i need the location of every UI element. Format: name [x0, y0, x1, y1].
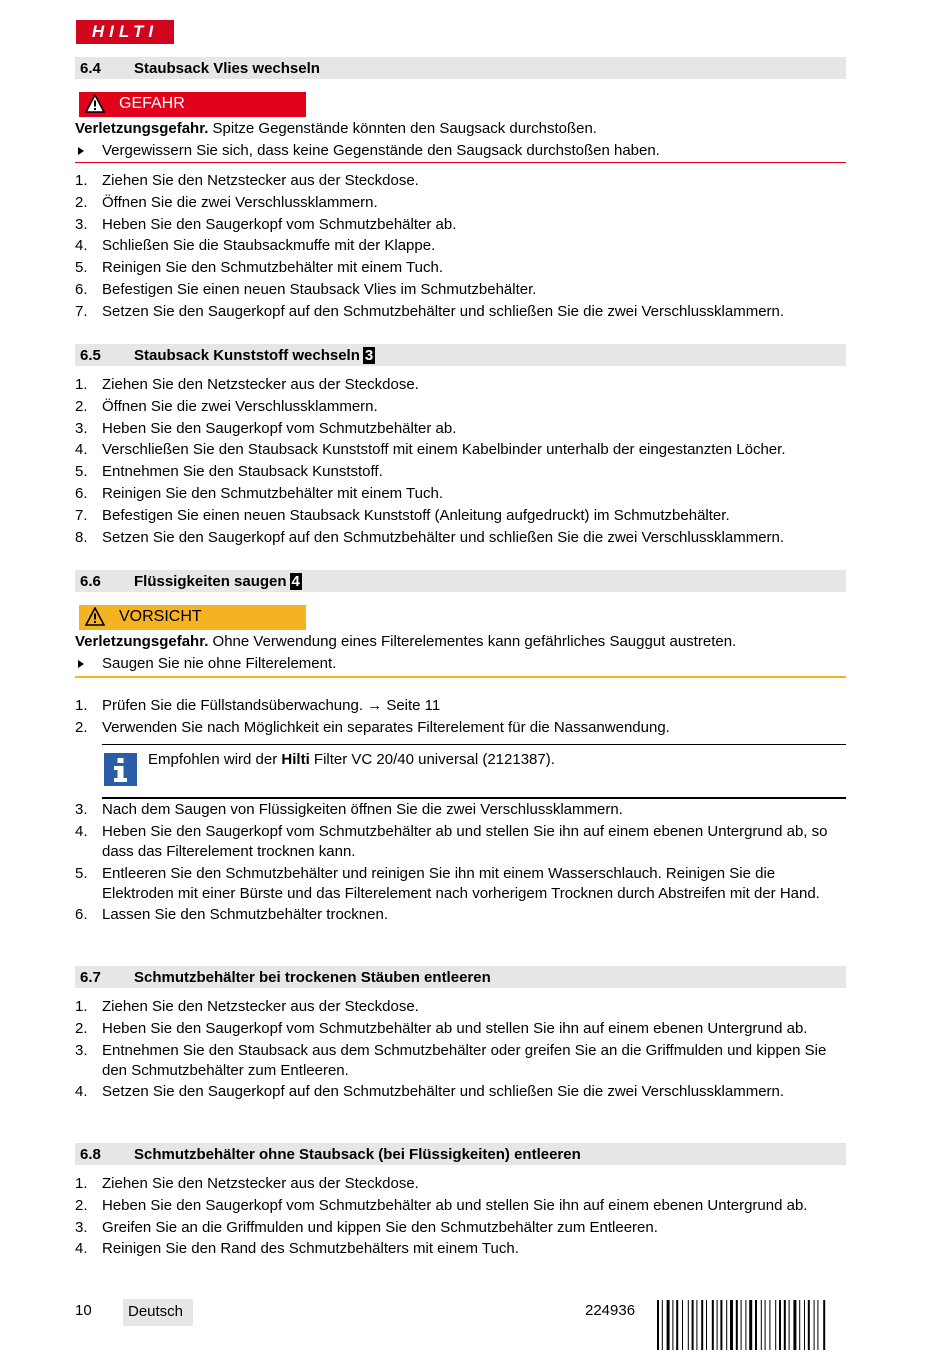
section-header-6-7	[75, 966, 846, 988]
note-bold: Hilti	[281, 751, 310, 768]
steps-list-6-6a	[75, 696, 846, 740]
barcode-bar	[676, 1300, 678, 1350]
step-text: Reinigen Sie den Rand des Schmutzbehälters mit einem Tuch.	[102, 1240, 519, 1258]
barcode-bar	[701, 1300, 703, 1350]
barcode-bar	[817, 1300, 818, 1350]
step-text: Setzen Sie den Saugerkopf auf den Schmutzbehälter und schließen Sie die zwei Verschlussklammern.	[102, 1083, 785, 1101]
step-text: Ziehen Sie den Netzstecker aus der Steckdose.	[102, 376, 419, 393]
step-text: Schließen Sie die Staubsackmuffe mit der Klappe.	[102, 237, 436, 255]
note-pre: Empfohlen wird der	[148, 751, 282, 768]
section-title: Schmutzbehälter ohne Staubsack (bei Flüssigkeiten) entleeren	[134, 1146, 581, 1163]
step-number: 2.	[75, 718, 88, 736]
step-text: Nach dem Saugen von Flüssigkeiten öffnen Sie die zwei Verschlussklammern.	[102, 801, 623, 818]
section-title: Staubsack Vlies wechseln	[134, 60, 320, 77]
step-item	[75, 236, 846, 256]
step-text: Heben Sie den Saugerkopf vom Schmutzbehälter ab.	[102, 215, 457, 233]
step-number: 5.	[75, 463, 88, 481]
step-number: 6.	[75, 280, 88, 298]
caution-action-text: Saugen Sie nie ohne Filterelement.	[102, 655, 337, 672]
caution-rule	[75, 676, 846, 678]
step-text: Ziehen Sie den Netzstecker aus der Steckdose.	[102, 172, 419, 189]
step-item	[75, 1019, 846, 1039]
step-number: 7.	[75, 302, 88, 320]
barcode-bar	[779, 1300, 781, 1350]
step-item	[75, 506, 846, 526]
step-text: Ziehen Sie den Netzstecker aus der Steckdose.	[102, 1175, 419, 1192]
danger-text: Spitze Gegenstände könnten den Saugsack durchstoßen.	[208, 120, 597, 137]
barcode-bar	[736, 1300, 738, 1350]
step-item	[75, 258, 846, 278]
barcode-bar	[688, 1300, 689, 1350]
barcode-bar	[667, 1300, 670, 1350]
step-item	[75, 997, 846, 1017]
figure-ref: 3	[364, 347, 374, 364]
step-number: 6.	[75, 484, 88, 502]
step-number: 8.	[75, 528, 88, 546]
step-text: Ziehen Sie den Netzstecker aus der Steckdose.	[102, 998, 419, 1015]
section-title	[134, 347, 375, 364]
danger-action	[75, 141, 846, 161]
barcode-bar	[814, 1300, 815, 1350]
step-number: 1.	[75, 998, 88, 1015]
step-text: Öffnen Sie die zwei Verschlussklammern.	[102, 193, 378, 211]
bullet-arrow-icon	[78, 660, 84, 668]
step-item	[75, 419, 846, 439]
barcode-bar	[749, 1300, 752, 1350]
step-number: 3.	[75, 215, 88, 233]
barcode-bar	[765, 1300, 766, 1350]
steps-list-6-4	[75, 171, 846, 324]
step-text: Reinigen Sie den Schmutzbehälter mit einem Tuch.	[102, 259, 444, 277]
step-text: Heben Sie den Saugerkopf vom Schmutzbehälter ab und stellen Sie ihn auf einem ebenen Untergrund ab, so dass das Filterelement trocknen kann.	[102, 822, 828, 860]
step-number: 1.	[75, 1175, 88, 1192]
barcode-bar	[804, 1300, 805, 1350]
step-item	[75, 440, 846, 460]
step-item	[75, 1174, 846, 1194]
barcode-bar	[706, 1300, 707, 1350]
info-note-text	[148, 751, 555, 768]
barcode-bar	[755, 1300, 757, 1350]
document-code: 224936	[585, 1302, 636, 1319]
step-item	[75, 215, 846, 235]
warning-triangle-icon	[85, 607, 105, 627]
step-item	[75, 905, 846, 925]
step-number: 4.	[75, 1083, 88, 1101]
section-header-6-6	[75, 570, 846, 592]
section-header-6-4	[75, 57, 846, 79]
step-number: 5.	[75, 864, 88, 882]
section-number: 6.7	[80, 969, 101, 986]
barcode-bar	[730, 1300, 733, 1350]
caution-banner	[79, 605, 306, 630]
barcode-bar	[662, 1300, 663, 1350]
barcode-bar	[692, 1300, 694, 1350]
barcode-bar	[789, 1300, 790, 1350]
step-item	[75, 302, 846, 322]
step-number: 2.	[75, 397, 88, 415]
step-text: Entleeren Sie den Schmutzbehälter und reinigen Sie ihn mit einem Wasserschlauch. Reinigen Sie die Elektroden mit einer Bürste und das Filterelement nach vorherigem Trocknen durch Abstreifen mit der Hand.	[102, 864, 820, 902]
barcode-bar	[717, 1300, 718, 1350]
step-number: 7.	[75, 506, 88, 524]
section-header-6-5	[75, 344, 846, 366]
info-icon	[104, 753, 137, 786]
step-text: Reinigen Sie den Schmutzbehälter mit einem Tuch.	[102, 484, 444, 502]
section-title	[134, 573, 302, 590]
step-number: 2.	[75, 193, 88, 211]
section-number: 6.6	[80, 573, 101, 590]
step-item	[75, 528, 846, 548]
step-text: Prüfen Sie die Füllstandsüberwachung. → Seite 11	[102, 697, 441, 714]
steps-list-6-5	[75, 375, 846, 549]
step-item	[75, 462, 846, 482]
barcode-bar	[784, 1300, 786, 1350]
step-text: Befestigen Sie einen neuen Staubsack Kunststoff (Anleitung aufgedruckt) im Schmutzbehälter.	[102, 506, 730, 524]
step-text: Heben Sie den Saugerkopf vom Schmutzbehälter ab und stellen Sie ihn auf einem ebenen Untergrund ab.	[102, 1196, 808, 1214]
warning-triangle-icon	[85, 94, 105, 114]
caution-label: VORSICHT	[119, 608, 202, 625]
section-title: Schmutzbehälter bei trockenen Stäuben entleeren	[134, 969, 491, 986]
section-header-6-8	[75, 1143, 846, 1165]
step-item	[75, 171, 846, 191]
step-text: Heben Sie den Saugerkopf vom Schmutzbehälter ab.	[102, 419, 457, 437]
danger-banner	[79, 92, 306, 117]
step-text: Lassen Sie den Schmutzbehälter trocknen.	[102, 906, 389, 924]
step-text: Heben Sie den Saugerkopf vom Schmutzbehälter ab und stellen Sie ihn auf einem ebenen Untergrund ab.	[102, 1019, 808, 1037]
step-text: Greifen Sie an die Griffmulden und kippen Sie den Schmutzbehälter zum Entleeren.	[102, 1218, 658, 1236]
barcode-bar	[672, 1300, 673, 1350]
barcode-bar	[745, 1300, 746, 1350]
barcode-bar	[682, 1300, 683, 1350]
step-item	[75, 484, 846, 504]
barcode-bar	[769, 1300, 770, 1350]
danger-lead: Verletzungsgefahr.	[75, 120, 209, 137]
step-number: 3.	[75, 1041, 88, 1059]
step-number: 1.	[75, 172, 88, 189]
step-item	[75, 1239, 846, 1259]
barcode-bar	[712, 1300, 714, 1350]
step-text: Entnehmen Sie den Staubsack aus dem Schmutzbehälter oder greifen Sie an die Griffmulden und kippen Sie den Schmutzbehälter zum Entleeren.	[102, 1041, 827, 1079]
section-number: 6.8	[80, 1146, 101, 1163]
section-title-text: Flüssigkeiten saugen	[134, 573, 287, 590]
step-number: 3.	[75, 419, 88, 437]
step-number: 4.	[75, 237, 88, 255]
step-item	[75, 1041, 846, 1081]
step-number: 6.	[75, 906, 88, 924]
step-number: 4.	[75, 441, 88, 459]
step-text: Öffnen Sie die zwei Verschlussklammern.	[102, 397, 378, 415]
steps-list-6-6b	[75, 800, 846, 927]
step-text: Entnehmen Sie den Staubsack Kunststoff.	[102, 463, 383, 481]
step-item	[75, 718, 846, 738]
step-number: 3.	[75, 801, 88, 818]
step-number: 4.	[75, 822, 88, 840]
steps-list-6-8	[75, 1174, 846, 1261]
step-number: 1.	[75, 697, 88, 714]
barcode-bar	[726, 1300, 727, 1350]
step-text: Verschließen Sie den Staubsack Kunststoff mit einem Kabelbinder unterhalb der eingestanzten Löcher.	[102, 441, 786, 459]
bullet-arrow-icon	[78, 147, 84, 155]
danger-rule	[75, 162, 846, 163]
step-item	[75, 864, 846, 904]
language-tag	[123, 1299, 193, 1326]
figure-ref: 4	[291, 573, 300, 590]
note-post: Filter VC 20/40 universal (2121387).	[309, 751, 555, 768]
section-number: 6.4	[80, 60, 101, 77]
danger-message	[75, 119, 846, 139]
step-item	[75, 822, 846, 862]
hilti-logo-text: HILTI	[91, 22, 159, 41]
step-text: Setzen Sie den Saugerkopf auf den Schmutzbehälter und schließen Sie die zwei Verschlussklammern.	[102, 302, 785, 320]
section-number: 6.5	[80, 347, 101, 364]
step-item	[75, 1218, 846, 1238]
hilti-logo	[76, 20, 174, 44]
step-text: Setzen Sie den Saugerkopf auf den Schmutzbehälter und schließen Sie die zwei Verschlussklammern.	[102, 528, 785, 546]
barcode-bar	[823, 1300, 825, 1350]
step-number: 1.	[75, 376, 88, 393]
barcode-bar	[720, 1300, 722, 1350]
barcode-image	[657, 1300, 846, 1350]
caution-message	[75, 632, 846, 652]
barcode-bar	[808, 1300, 810, 1350]
step-number: 2.	[75, 1196, 88, 1214]
step-number: 5.	[75, 259, 88, 277]
step-text: Verwenden Sie nach Möglichkeit ein separates Filterelement für die Nassanwendung.	[102, 718, 670, 736]
info-note	[102, 744, 846, 799]
step-number: 3.	[75, 1218, 88, 1236]
caution-text: Ohne Verwendung eines Filterelementes kann gefährliches Sauggut austreten.	[208, 633, 737, 650]
section-title-text: Staubsack Kunststoff wechseln	[134, 347, 360, 364]
step-number: 4.	[75, 1240, 88, 1258]
barcode-bar	[696, 1300, 697, 1350]
barcode-bar	[775, 1300, 776, 1350]
step-item	[75, 800, 846, 820]
barcode-bar	[657, 1300, 659, 1350]
caution-action	[75, 654, 846, 674]
step-item	[75, 696, 846, 716]
barcode-bar	[741, 1300, 742, 1350]
page-number: 10	[75, 1302, 92, 1319]
barcode-bar	[793, 1300, 796, 1350]
step-item	[75, 280, 846, 300]
step-text: Befestigen Sie einen neuen Staubsack Vlies im Schmutzbehälter.	[102, 280, 537, 298]
step-item	[75, 397, 846, 417]
steps-list-6-7	[75, 997, 846, 1104]
step-item	[75, 1082, 846, 1102]
step-item	[75, 193, 846, 213]
step-item	[75, 375, 846, 395]
language-label: Deutsch	[128, 1303, 184, 1320]
danger-action-text: Vergewissern Sie sich, dass keine Gegenstände den Saugsack durchstoßen haben.	[102, 142, 660, 159]
step-number: 2.	[75, 1019, 88, 1037]
caution-lead: Verletzungsgefahr.	[75, 633, 209, 650]
barcode-bar	[761, 1300, 762, 1350]
danger-label: GEFAHR	[119, 95, 185, 112]
step-item	[75, 1196, 846, 1216]
barcode-bar	[799, 1300, 800, 1350]
